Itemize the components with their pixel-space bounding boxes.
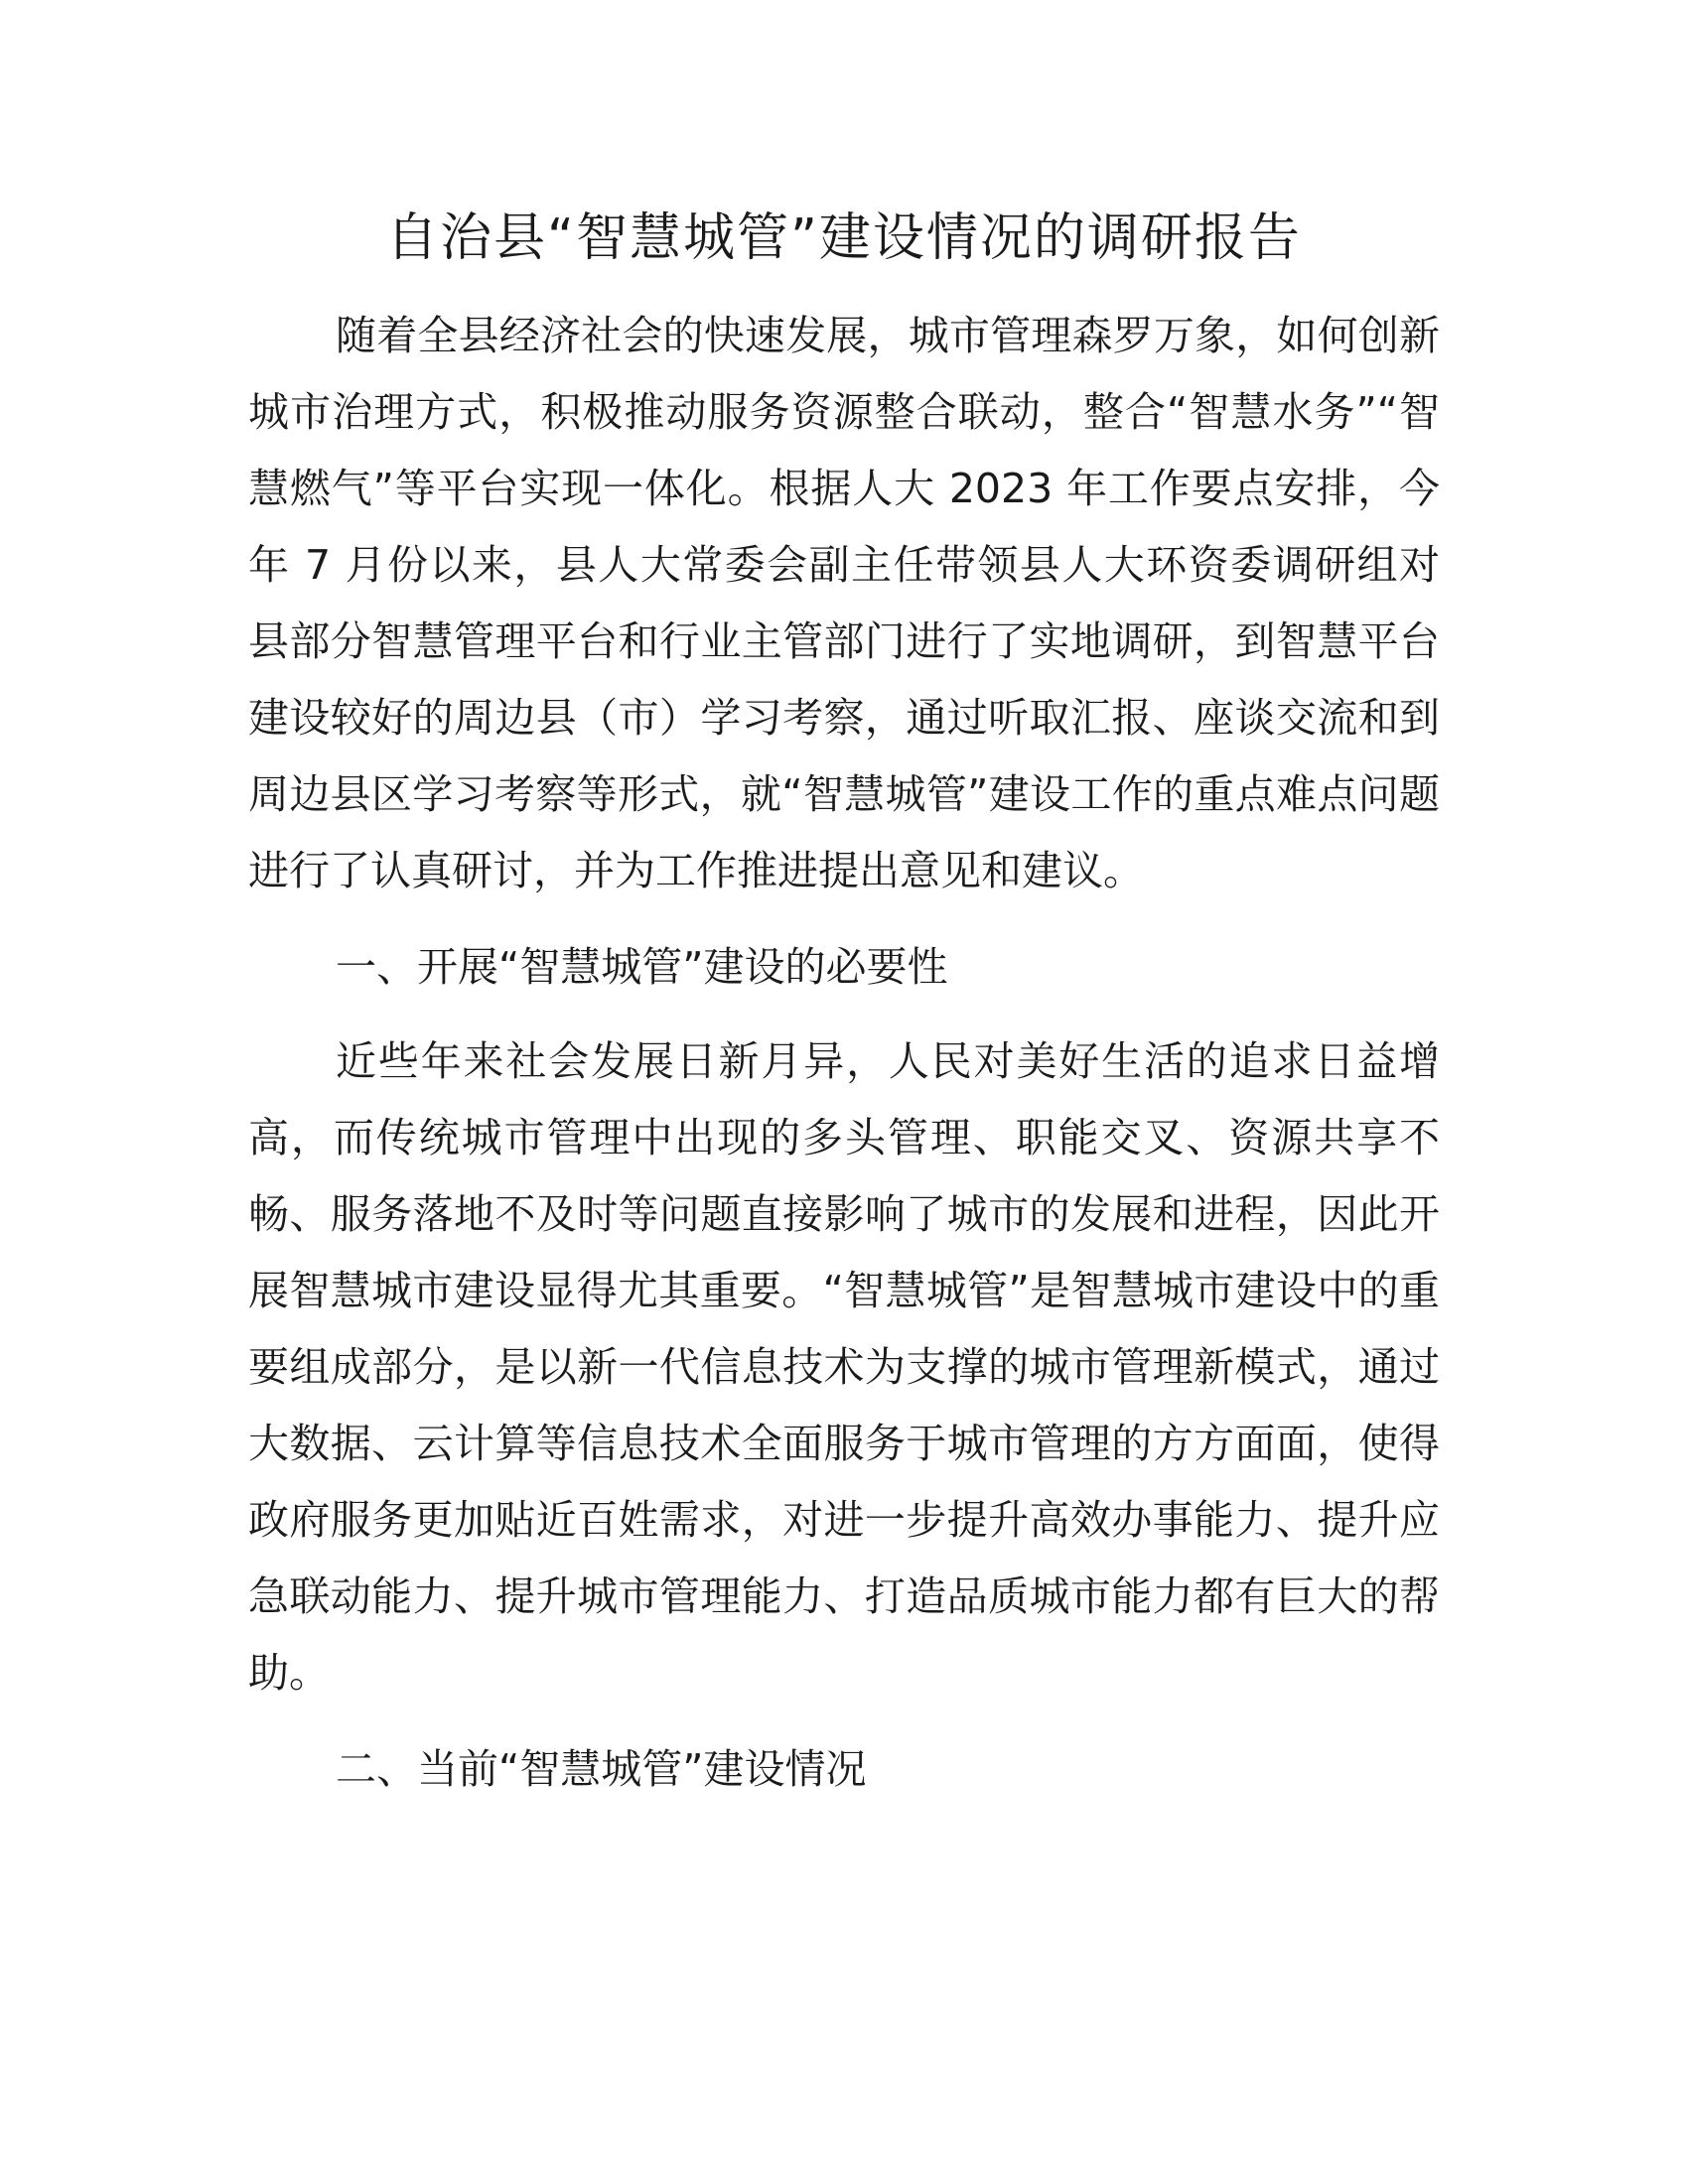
section-heading-2: 二、当前“智慧城管”建设情况 <box>336 1745 867 1793</box>
intro-paragraph: 随着全县经济社会的快速发展，城市管理森罗万象，如何创新城市治理方式，积极推动服务资源整合联动，整合“智慧水务”“智慧燃气”等平台实现一体化。根据人大 2023 年工作要点安排，今年 7 月份以来，县人大常委会副主任带领县人大环资委调研组对县部分智慧管理平台和行业主管部门进行了实地调研，到智慧平台建设较好的周边县（市）学习考察，通过听取汇报、座谈交流和到周边县区学习考察等形式，就“智慧城管”建设工作的重点难点问题进行了认真研讨，并为工作推进提出意见和建议。 <box>248 312 1440 894</box>
section-1-paragraph: 近些年来社会发展日新月异，人民对美好生活的追求日益增高，而传统城市管理中出现的多头管理、职能交叉、资源共享不畅、服务落地不及时等问题直接影响了城市的发展和进程，因此开展智慧城市建设显得尤其重要。“智慧城管”是智慧城市建设中的重要组成部分，是以新一代信息技术为支撑的城市管理新模式，通过大数据、云计算等信息技术全面服务于城市管理的方方面面，使得政府服务更加贴近百姓需求，对进一步提升高效办事能力、提升应急联动能力、提升城市管理能力、打造品质城市能力都有巨大的帮助。 <box>248 1037 1440 1697</box>
section-heading-1: 一、开展“智慧城管”建设的必要性 <box>336 943 948 991</box>
document-body <box>248 298 1440 1826</box>
document-title: 自治县“智慧城管”建设情况的调研报告 <box>386 208 1302 268</box>
